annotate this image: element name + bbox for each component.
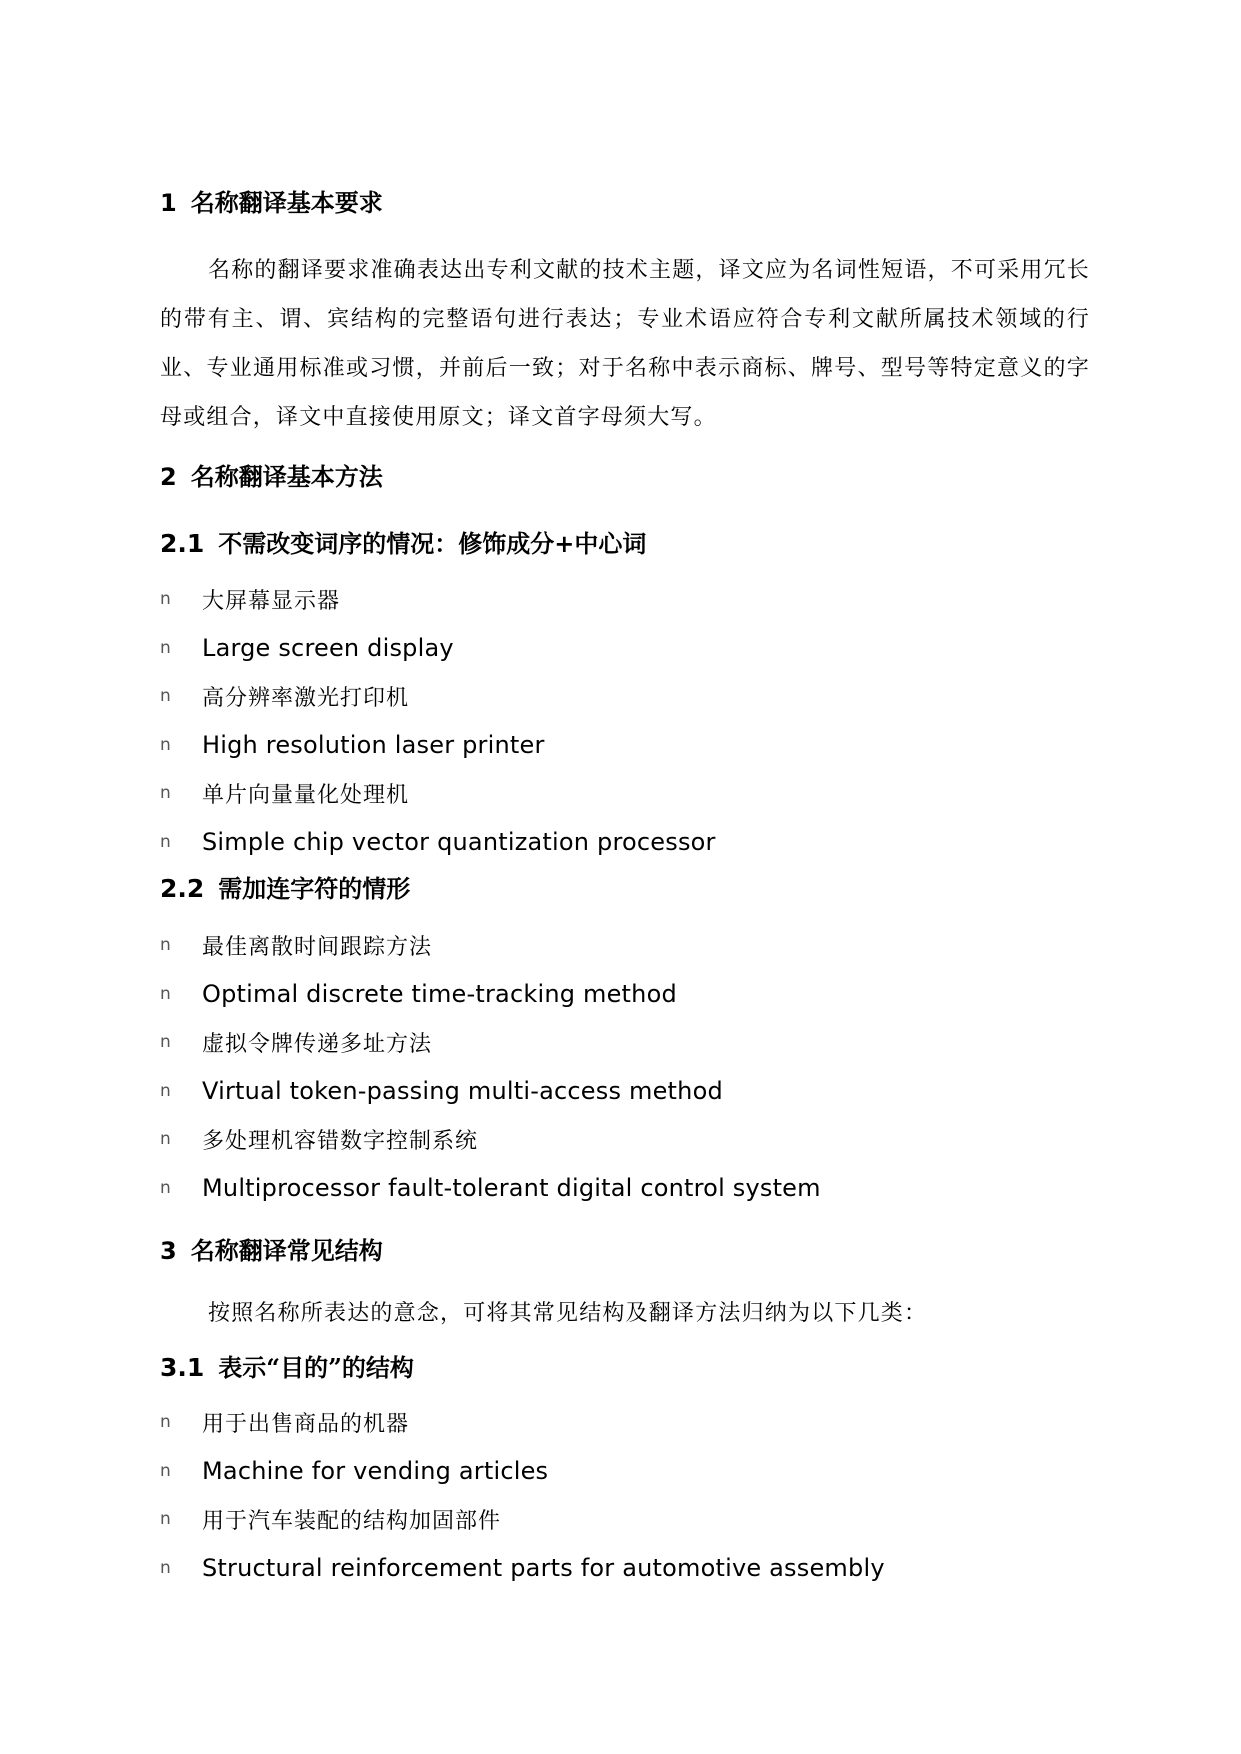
bullet-icon: n — [160, 984, 171, 1004]
bullet-icon: n — [160, 686, 171, 706]
section-heading-1 — [160, 188, 1090, 218]
list-item: n 用于出售商品的机器 — [160, 1411, 410, 1437]
list-item: n Optimal discrete time-tracking method — [160, 980, 677, 1008]
bullet-icon: n — [160, 935, 171, 955]
section-title: 名称翻译基本要求 — [190, 188, 383, 217]
list-item: n Machine for vending articles — [160, 1457, 549, 1485]
bullet-icon: n — [160, 1032, 171, 1052]
subsection-number: 3.1 — [160, 1353, 205, 1382]
section-heading-3 — [160, 1236, 1090, 1266]
list-item: n Large screen display — [160, 634, 454, 662]
list-item: n 高分辨率激光打印机 — [160, 685, 410, 711]
subsection-heading-2-2 — [160, 874, 1090, 904]
bullet-icon: n — [160, 832, 171, 852]
list-item: n Multiprocessor fault-tolerant digital control system — [160, 1174, 821, 1202]
subsection-title: 需加连字符的情形 — [218, 874, 411, 903]
paragraph: 名称的翻译要求准确表达出专利文献的技术主题，译文应为名词性短语，不可采用冗长的带有主、谓、宾结构的完整语句进行表达；专业术语应符合专利文献所属技术领域的行业、专业通用标准或习惯，并前后一致；对于名称中表示商标、牌号、型号等特定意义的字母或组合，译文中直接使用原文；译文首字母须大写。 — [160, 258, 1090, 430]
bullet-icon: n — [160, 1461, 171, 1481]
list-item: n 多处理机容错数字控制系统 — [160, 1128, 479, 1154]
list-item: n Simple chip vector quantization processor — [160, 828, 716, 856]
list-item: n 用于汽车装配的结构加固部件 — [160, 1508, 502, 1534]
section-number: 2 — [160, 463, 177, 491]
subsection-number: 2.2 — [160, 874, 205, 903]
section-number: 3 — [160, 1237, 177, 1265]
bullet-icon: n — [160, 1081, 171, 1101]
subsection-heading-2-1 — [160, 529, 1090, 559]
subsection-number: 2.1 — [160, 529, 205, 558]
subsection-title: 表示“目的”的结构 — [218, 1353, 414, 1382]
bullet-icon: n — [160, 1509, 171, 1529]
paragraph: 按照名称所表达的意念，可将其常见结构及翻译方法归纳为以下几类： — [208, 1301, 928, 1326]
list-item: n Virtual token-passing multi-access method — [160, 1077, 723, 1105]
section-number: 1 — [160, 189, 177, 217]
list-item: n 大屏幕显示器 — [160, 588, 341, 614]
section-heading-2 — [160, 462, 1090, 492]
subsection-title: 不需改变词序的情况：修饰成分+中心词 — [218, 529, 647, 558]
list-item: n 单片向量量化处理机 — [160, 782, 410, 808]
section-title: 名称翻译常见结构 — [190, 1236, 383, 1265]
bullet-icon: n — [160, 1412, 171, 1432]
bullet-icon: n — [160, 638, 171, 658]
bullet-icon: n — [160, 1178, 171, 1198]
bullet-icon: n — [160, 735, 171, 755]
list-item: n High resolution laser printer — [160, 731, 545, 759]
section-title: 名称翻译基本方法 — [190, 462, 383, 491]
bullet-icon: n — [160, 1558, 171, 1578]
list-item: n 最佳离散时间跟踪方法 — [160, 934, 433, 960]
subsection-heading-3-1 — [160, 1353, 1090, 1383]
bullet-icon: n — [160, 783, 171, 803]
bullet-icon: n — [160, 589, 171, 609]
list-item: n 虚拟令牌传递多址方法 — [160, 1031, 433, 1057]
bullet-icon: n — [160, 1129, 171, 1149]
list-item: n Structural reinforcement parts for automotive assembly — [160, 1554, 885, 1582]
